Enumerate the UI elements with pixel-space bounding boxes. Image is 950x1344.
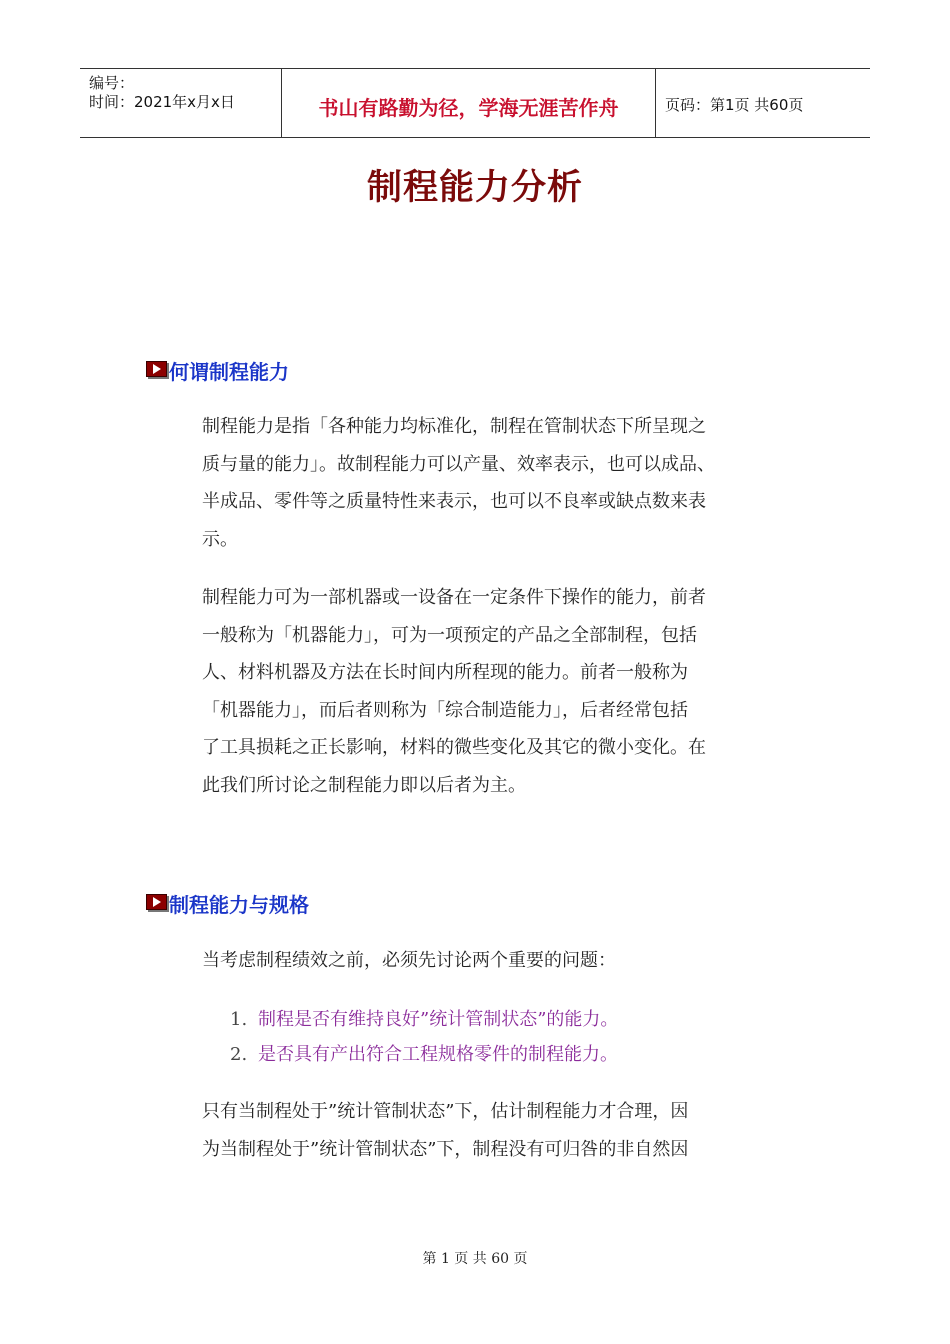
text-line: 此我们所讨论之制程能力即以后者为主。 <box>202 774 526 796</box>
play-arrow-icon <box>146 361 167 377</box>
text-line: 当考虑制程绩效之前，必须先讨论两个重要的问题： <box>202 950 616 971</box>
text-line: 一般称为「机器能力」，可为一项预定的产品之全部制程，包括 <box>202 624 697 646</box>
header-table <box>80 68 870 138</box>
text-line: 质与量的能力」。故制程能力可以产量、效率表示，也可以成品、 <box>202 453 715 475</box>
header-page-number: 页码：第1页 共60页 <box>665 96 804 114</box>
play-arrow-icon <box>146 894 167 910</box>
text-line: 「机器能力」，而后者则称为「综合制造能力」，后者经常包括 <box>202 699 688 721</box>
doc-code-label: 编号： <box>89 74 135 92</box>
text-line: 制程能力可为一部机器或一设备在一定条件下操作的能力，前者 <box>202 587 706 608</box>
text-line: 制程能力是指「各种能力均标准化，制程在管制状态下所呈现之 <box>202 416 706 437</box>
paragraph-definition <box>202 408 762 558</box>
text-line: 示。 <box>202 528 238 550</box>
paragraph-intro <box>202 942 762 980</box>
header-motto: 书山有路勤为径，学海无涯苦作舟 <box>318 96 619 120</box>
document-title: 制程能力分析 <box>366 168 583 208</box>
header-info-cell <box>80 69 281 137</box>
header-motto-cell <box>281 69 656 137</box>
paragraph-machine-ability <box>202 579 762 804</box>
numbered-list <box>230 1002 618 1072</box>
text-line: 只有当制程处于”统计管制状态”下，估计制程能力才合理，因 <box>202 1101 689 1122</box>
list-item-number: 2. <box>230 1044 248 1065</box>
list-item <box>230 1037 618 1072</box>
list-item-text: 是否具有产出符合工程规格零件的制程能力。 <box>258 1044 618 1065</box>
list-item <box>230 1002 618 1037</box>
section-heading-label: 制程能力与规格 <box>169 893 309 917</box>
header-page-cell <box>655 69 870 137</box>
list-item-number: 1. <box>230 1009 248 1030</box>
doc-time-label: 时间：2021年x月x日 <box>89 93 235 111</box>
page-footer: 第 1 页 共 60 页 <box>422 1251 528 1267</box>
text-line: 为当制程处于”统计管制状态”下，制程没有可归咎的非自然因 <box>202 1138 689 1160</box>
text-line: 人、材料机器及方法在长时间内所程现的能力。前者一般称为 <box>202 662 688 683</box>
text-line: 半成品、零件等之质量特性来表示，也可以不良率或缺点数来表 <box>202 491 706 512</box>
list-item-text: 制程是否有维持良好”统计管制状态”的能力。 <box>258 1009 619 1030</box>
text-line: 了工具损耗之正长影响，材料的微些变化及其它的微小变化。在 <box>202 737 706 758</box>
paragraph-statistical-control <box>202 1093 762 1168</box>
section-heading-label: 何谓制程能力 <box>169 360 289 384</box>
